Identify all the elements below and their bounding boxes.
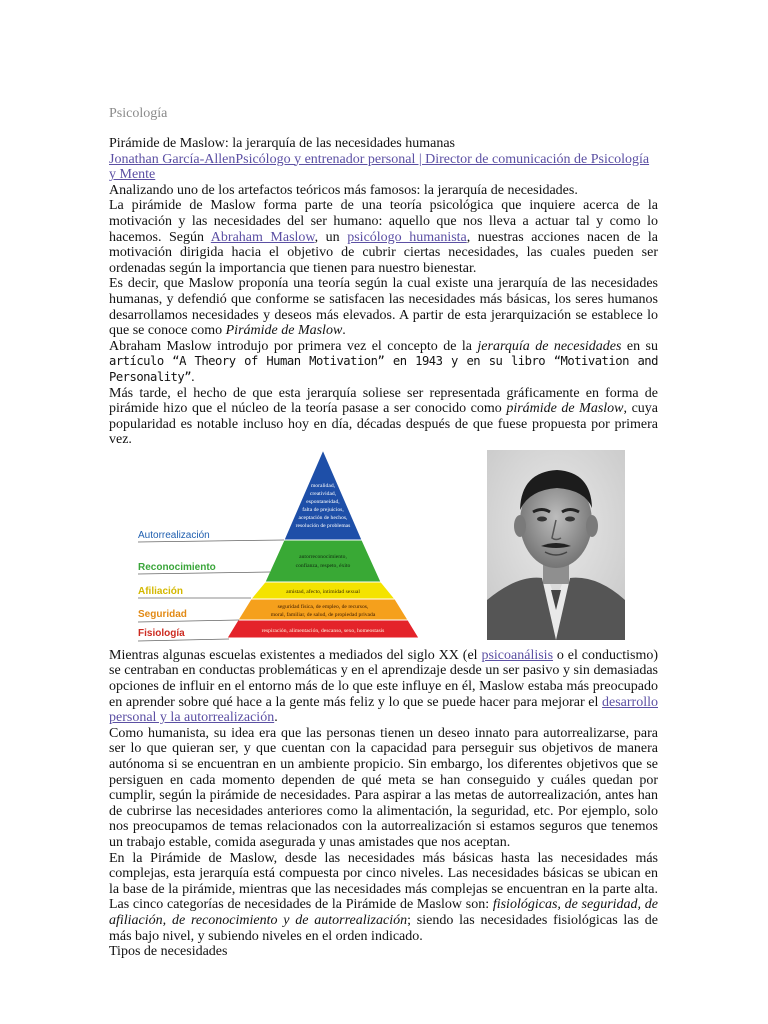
apex-line: resolución de problemas [295,522,351,529]
paragraph-1: La pirámide de Maslow forma parte de una teoría psicológica que inquiere acerca de la motivación y las necesidades del ser humano: aquello que nos lleva a actuar tal y como lo hacemos. Según Abraham Maslow, un psicólogo humanista, nuestras acciones nacen de la motivación dirigida hacia el objetivo de cubrir ciertas necesidades, las cuales pueden ser ordenadas según la importancia que tienen para nuestro bienestar. [109,198,658,276]
seguridad-line: moral, familiar, de salud, de propiedad privada [270,611,376,618]
article-title: Pirámide de Maslow: la jerarquía de las necesidades humanas [109,136,455,151]
pyramid-level-reconocimiento [265,540,381,582]
label-reconocimiento: Reconocimiento [138,561,216,573]
psicoanalisis-link[interactable]: psicoanálisis [481,647,554,663]
paragraph-5: Mientras algunas escuelas existentes a mediados del siglo XX (el psicoanálisis o el conductismo) se centraban en conductas problemáticas y en el aprendizaje desde un ser pasivo y sin demasiadas opciones de influir en el entorno más de lo que este influye en él, Maslow estaba más preocupado en aprender sobre qué hace a la gente más feliz y lo que se puede hacer para mejorar el desarrollo personal y la autorrealización. [109,647,658,726]
paragraph-6: Como humanista, su idea era que las personas tienen un deseo innato para autorrealizarse, para ser lo que quieran ser, y que cuentan con la capacidad para perseguir sus objetivos de manera autónoma si se encuentran en un ambiente propicio. Sin embargo, los diferentes objetivos que se persiguen en cada momento dependen de qué meta se han conseguido y cuáles quedan por cumplir, según la pirámide de necesidades. Para aspirar a las metas de autorrealización, antes han de cubrirse las necesidades anteriores como la alimentación, la seguridad, etc. Por ejemplo, solo nos preocupamos de temas relacionados con la autorrealización si estamos seguros que tenemos un trabajo estable, comida asegurada y unas amistades que nos aceptan. [109,725,658,850]
article-body [109,136,658,960]
label-autorrealizacion: Autorrealización [138,529,210,541]
apex-line: aceptación de hechos, [298,514,348,521]
label-seguridad: Seguridad [138,608,187,620]
apex-line: moralidad, [310,482,336,489]
afiliacion-line: amistad, afecto, intimidad sexual [286,588,360,595]
paragraph-7: En la Pirámide de Maslow, desde las necesidades más básicas hasta las necesidades más complejas, esta jerarquía está compuesta por cinco niveles. Las necesidades básicas se ubican en la base de la pirámide, mientras que las necesidades más complejas se encuentran en la parte alta. Las cinco categorías de necesidades de la Pirámide de Maslow son: fisiológicas, de seguridad, de afiliación, de reconocimiento y de autorrealización; siendo las necesidades fisiológicas las de más bajo nivel, y subiendo niveles en el orden indicado. [109,850,658,944]
paragraph-4: Más tarde, el hecho de que esta jerarquía soliese ser representada gráficamente en forma de pirámide hizo que el núcleo de la teoría pasase a ser conocido como pirámide de Maslow, cuya popularidad es notable incluso hoy en día, décadas después de que fuese propuesta por primera vez. [109,385,658,448]
fisiologia-line: respiración, alimentación, descanso, sexo, homeostasis [261,627,385,634]
label-fisiologia: Fisiología [138,627,185,639]
maslow-portrait-photo [487,450,625,640]
desarrollo-personal-link[interactable]: desarrollo personal y la autorrealización [109,694,658,726]
apex-line: espontaneidad, [306,498,340,505]
reconocimiento-line: autorreconocimiento, [299,553,347,560]
paragraph-2: Es decir, que Maslow proponía una teoría según la cual existe una jerarquía de las necesidades humanas, y defendió que conforme se satisfacen las necesidades más básicas, los seres humanos desarrollamos necesidades y deseos más elevados. A partir de esta jerarquización se establece lo que se conoce como Pirámide de Maslow. [109,276,658,339]
section-label: Psicología [109,106,168,121]
seguridad-line: seguridad física, de empleo, de recursos, [277,603,369,610]
abraham-maslow-link[interactable]: Abraham Maslow [210,229,315,245]
maslow-pyramid [136,450,460,646]
intro-paragraph: Analizando uno de los artefactos teóricos más famosos: la jerarquía de necesidades. [109,182,578,198]
reconocimiento-line: confianza, respeto, éxito [295,562,351,569]
label-afiliacion: Afiliación [138,585,184,597]
figure-row [109,450,658,648]
subheading: Tipos de necesidades [109,944,228,960]
apex-line: creatividad, [309,490,337,497]
psicologo-humanista-link[interactable]: psicólogo humanista [347,229,467,245]
paragraph-3: Abraham Maslow introdujo por primera vez el concepto de la jerarquía de necesidades en su artículo “A Theory of Human Motivation” en 1943 y en su libro “Motivation and Personality”. [109,338,659,385]
apex-line: falta de prejuicios, [302,506,344,513]
author-link[interactable]: Jonathan García-AllenPsicólogo y entrenador personal | Director de comunicación de Psicología y Mente [109,151,650,183]
